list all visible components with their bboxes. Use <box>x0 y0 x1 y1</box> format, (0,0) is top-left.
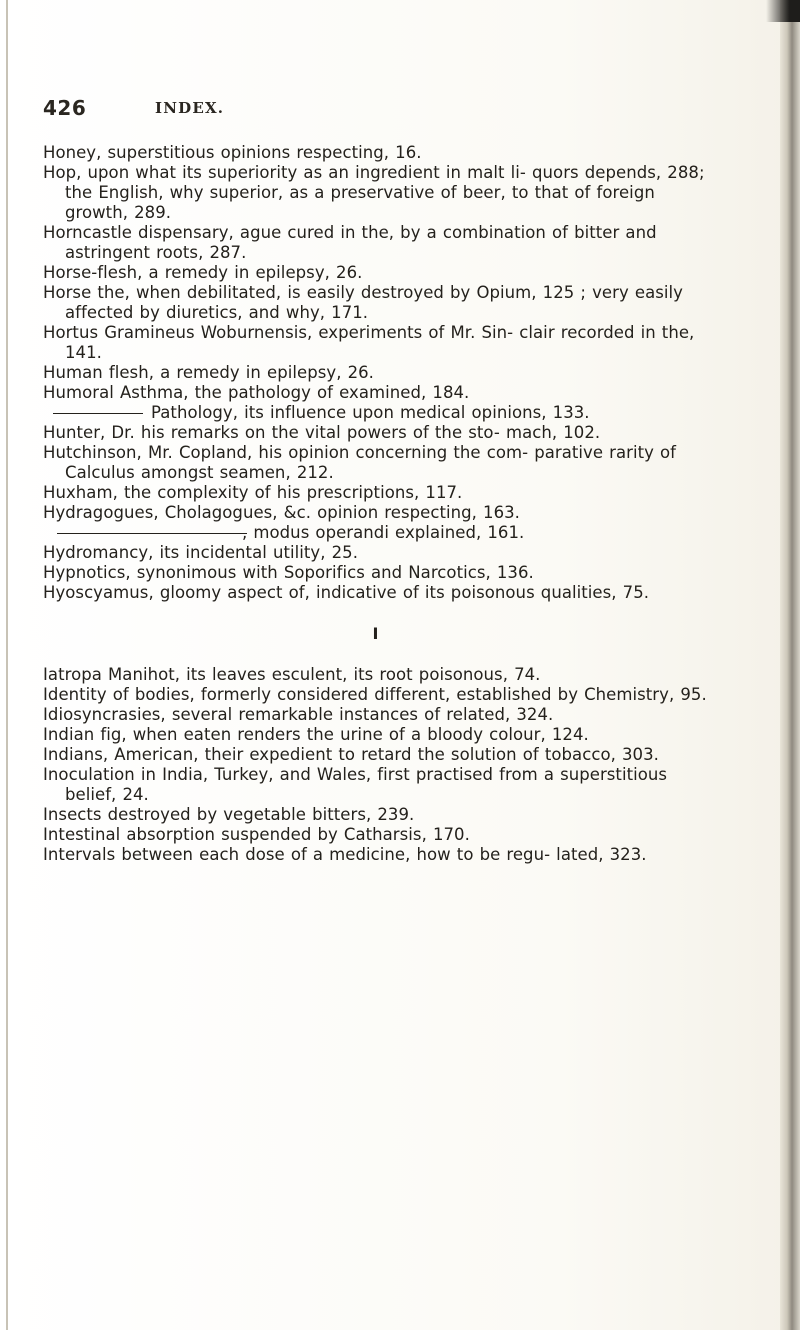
index-entry: Inoculation in India, Turkey, and Wales, first practised from a superstitious belief, 24. <box>43 765 668 804</box>
index-entry: Indians, American, their expedient to retard the solution of tobacco, 303. <box>43 745 659 764</box>
corner-shadow <box>766 0 800 22</box>
index-entry: Hop, upon what its superiority as an ingredient in malt li- quors depends, 288; the English, why superior, as a preservative of beer, to that of foreign growth, 289. <box>43 163 705 222</box>
index-entry: Identity of bodies, formerly considered different, established by Chemistry, 95. <box>43 685 707 704</box>
index-entry: Insects destroyed by vegetable bitters, 239. <box>43 805 415 824</box>
index-entry: Honey, superstitious opinions respecting, 16. <box>43 143 422 162</box>
index-entry: Idiosyncrasies, several remarkable instances of related, 324. <box>43 705 554 724</box>
index-entry: Iatropa Manihot, its leaves esculent, its root poisonous, 74. <box>43 665 541 684</box>
page-right-edge-shadow <box>780 0 800 1330</box>
index-subentry-text: Pathology, its influence upon medical opinions, 133. <box>151 403 590 422</box>
index-entry: Intervals between each dose of a medicine, how to be regu- lated, 323. <box>43 845 647 864</box>
index-entry: Hyoscyamus, gloomy aspect of, indicative of its poisonous qualities, 75. <box>43 583 650 602</box>
index-entry: Indian fig, when eaten renders the urine of a bloody colour, 124. <box>43 725 589 744</box>
index-entry: Horncastle dispensary, ague cured in the, by a combination of bitter and astringent roots, 287. <box>43 223 657 262</box>
running-header <box>43 96 723 126</box>
section-letter: I <box>372 624 379 643</box>
index-entry: Hutchinson, Mr. Copland, his opinion concerning the com- parative rarity of Calculus amongst seamen, 212. <box>43 443 677 482</box>
index-entry: Hortus Gramineus Woburnensis, experiments of Mr. Sin- clair recorded in the, 141. <box>43 323 695 362</box>
index-subentry <box>43 403 708 423</box>
index-entry: Horse the, when debilitated, is easily destroyed by Opium, 125 ; very easily affected by diuretics, and why, 171. <box>43 283 683 322</box>
index-entry: Huxham, the complexity of his prescriptions, 117. <box>43 483 463 502</box>
page-number: 426 <box>43 96 87 120</box>
page-left-edge <box>6 0 8 1330</box>
index-content <box>43 143 708 1283</box>
index-entry: Humoral Asthma, the pathology of examined, 184. <box>43 383 470 402</box>
running-title: INDEX. <box>155 99 225 117</box>
index-entry: Horse-flesh, a remedy in epilepsy, 26. <box>43 263 363 282</box>
index-subentry <box>43 523 708 543</box>
index-entry: Hypnotics, synonimous with Soporifics and Narcotics, 136. <box>43 563 534 582</box>
index-entry: Hunter, Dr. his remarks on the vital powers of the sto- mach, 102. <box>43 423 601 442</box>
index-subentry-text: , modus operandi explained, 161. <box>242 523 525 542</box>
index-entry: Hydragogues, Cholagogues, &c. opinion respecting, 163. <box>43 503 520 522</box>
index-entry: Human flesh, a remedy in epilepsy, 26. <box>43 363 374 382</box>
index-entry: Hydromancy, its incidental utility, 25. <box>43 543 359 562</box>
index-entry: Intestinal absorption suspended by Catharsis, 170. <box>43 825 470 844</box>
